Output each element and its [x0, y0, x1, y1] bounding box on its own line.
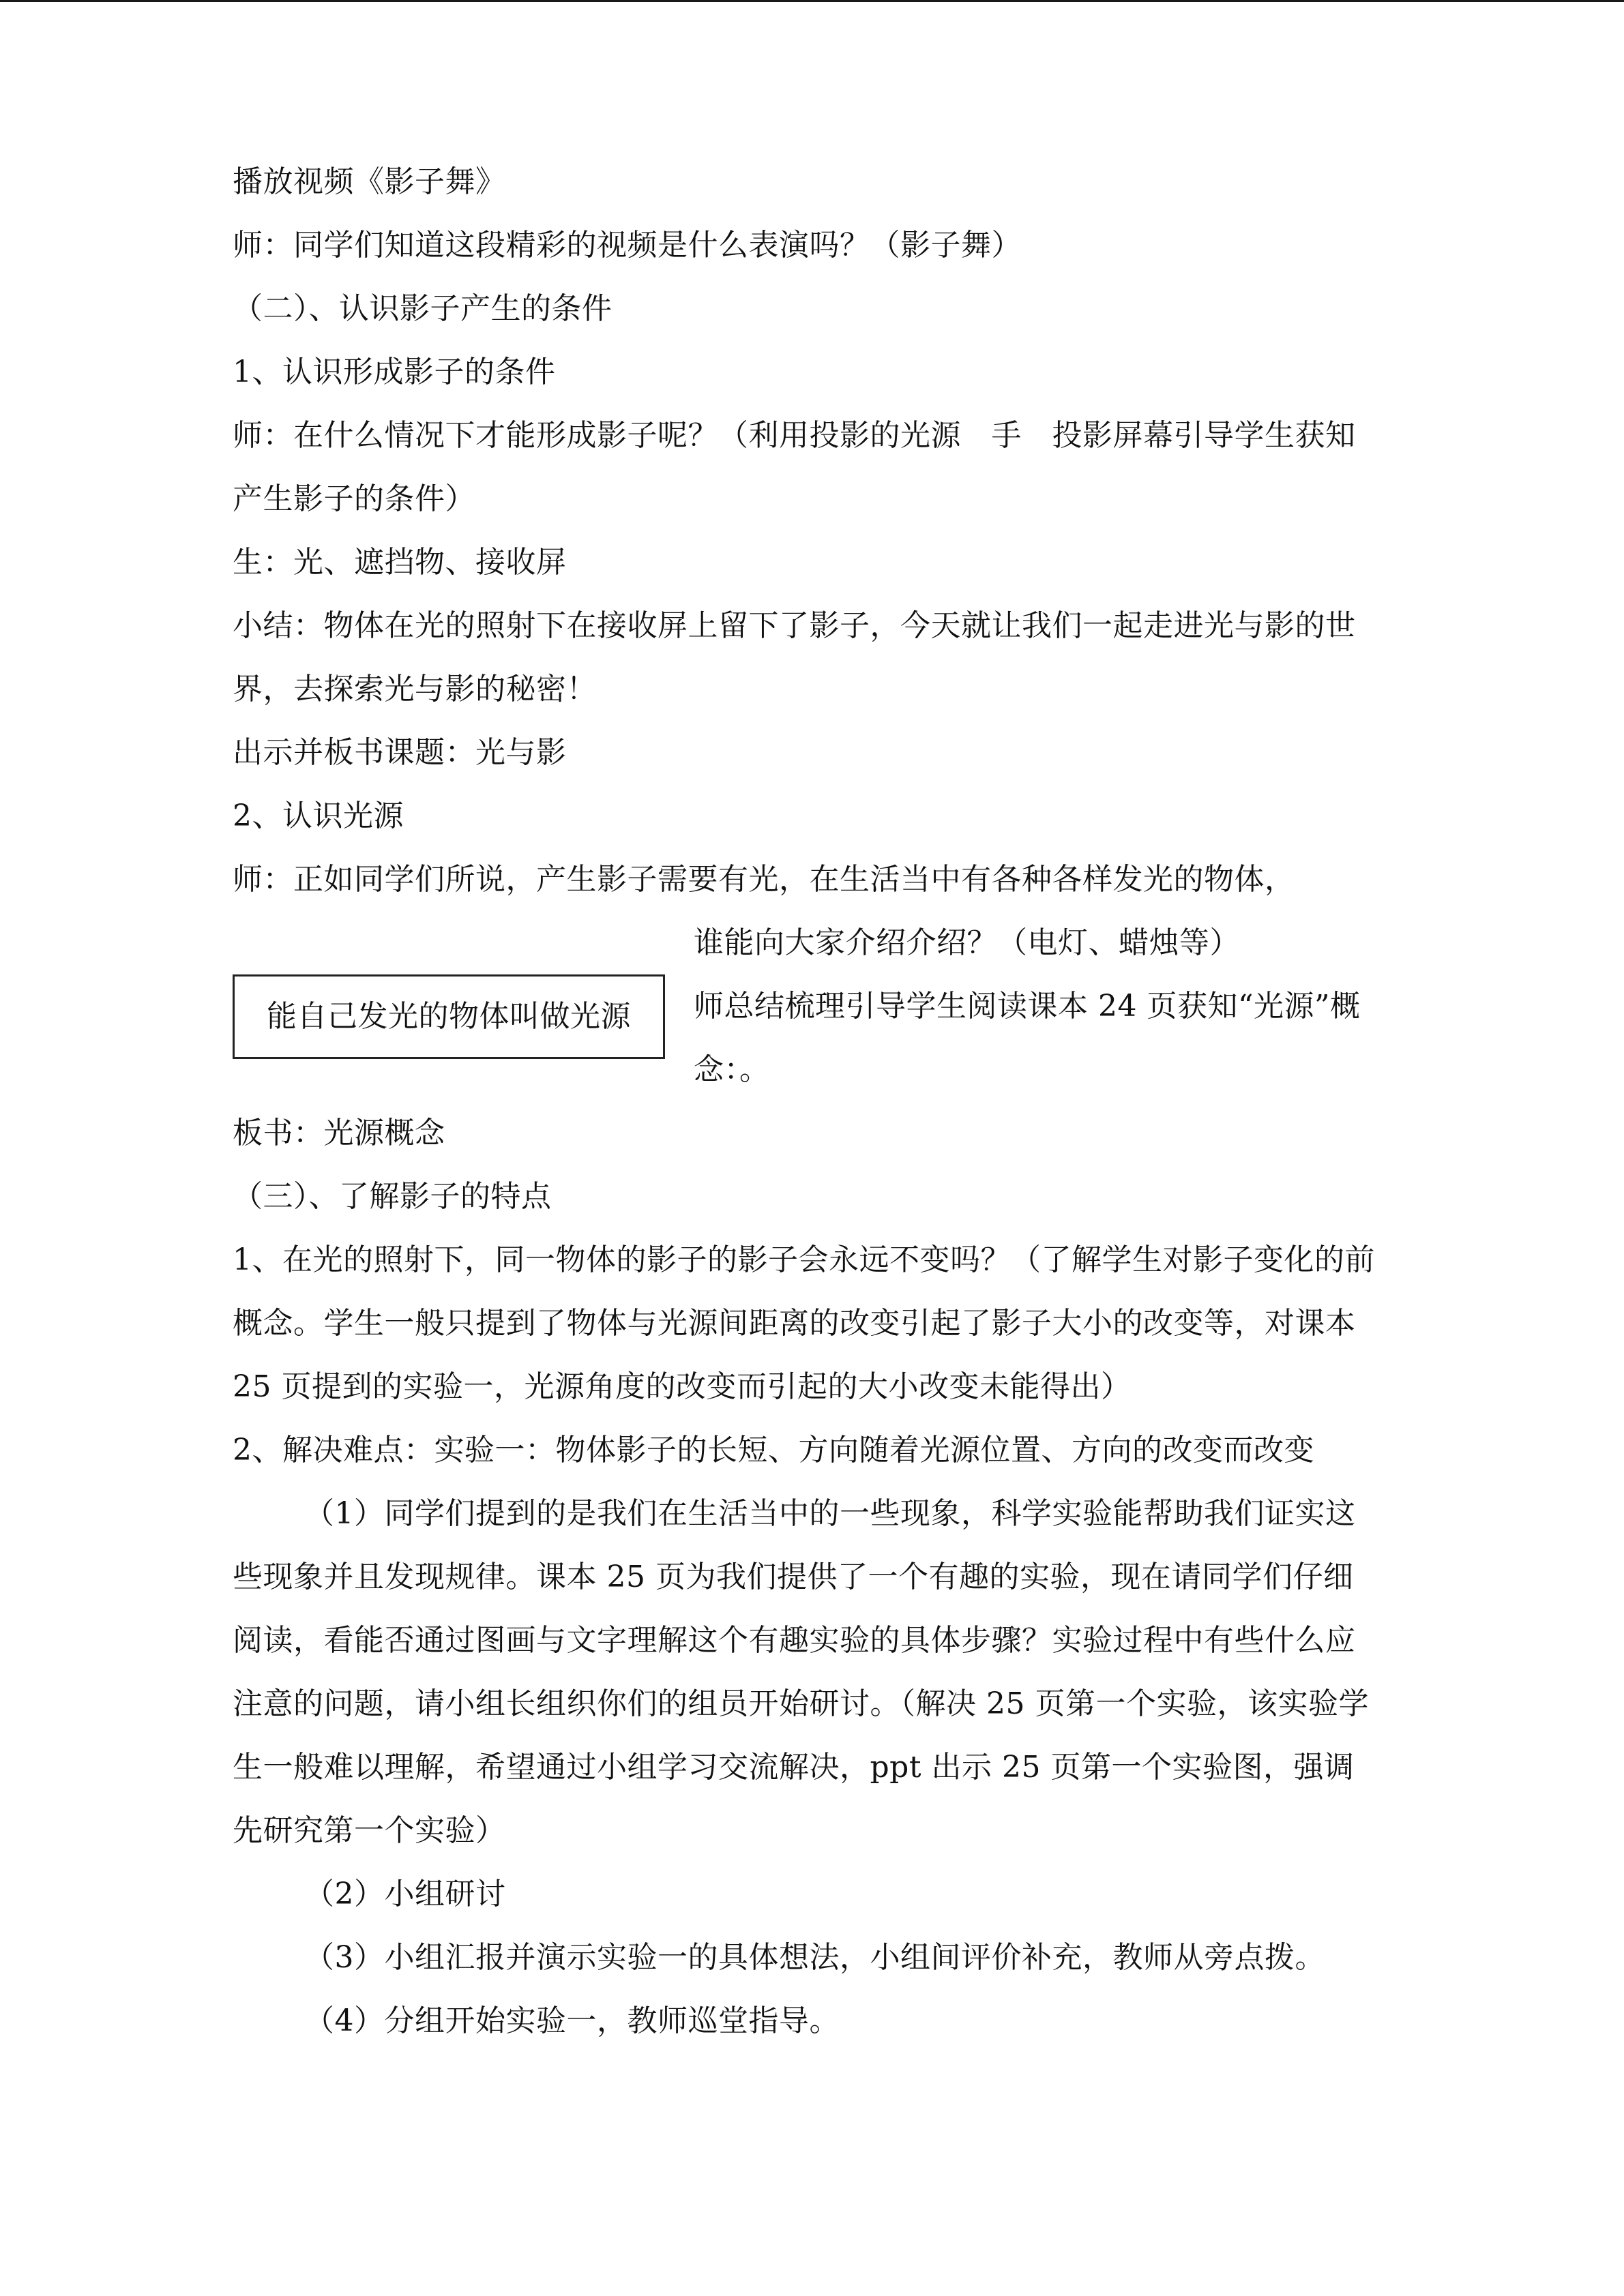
definition-text-column [694, 911, 1378, 1101]
paragraph-student-answer: 生：光、遮挡物、接收屏 [233, 545, 567, 580]
paragraph-teacher-summary: 师总结梳理引导学生阅读课本 24 页获知“光源”概念：。 [694, 989, 1361, 1087]
paragraph-shadow-change: 1、在光的照射下，同一物体的影子的影子会永远不变吗？（了解学生对影子变化的前概念。学生一般只提到了物体与光源间距离的改变引起了影子大小的改变等，对课本 25 页提到的实验一，光源角度的改变而引起的大小改变未能得出） [233, 1242, 1375, 1404]
section-heading-2: （二）、认识影子产生的条件 [233, 291, 612, 326]
paragraph-teacher-question: 师：同学们知道这段精彩的视频是什么表演吗？（影子舞） [233, 228, 1022, 263]
section-heading-3: （三）、了解影子的特点 [233, 1179, 552, 1214]
paragraph-video: 播放视频《影子舞》 [233, 164, 506, 199]
paragraph-difficulty: 2、解决难点：实验一：物体影子的长短、方向随着光源位置、方向的改变而改变 [233, 1433, 1314, 1467]
document-page [233, 150, 1378, 2053]
paragraph-light-intro: 师：正如同学们所说，产生影子需要有光，在生活当中有各种各样发光的物体， [233, 862, 1295, 897]
paragraph-step-3: （3）小组汇报并演示实验一的具体想法，小组间评价补充，教师从旁点拨。 [304, 1940, 1325, 1975]
paragraph-step-2: （2）小组研讨 [304, 1877, 506, 1911]
paragraph-summary: 小结：物体在光的照射下在接收屏上留下了影子，今天就让我们一起走进光与影的世界，去探索光与影的秘密！ [233, 608, 1356, 706]
definition-row [233, 911, 1378, 1101]
paragraph-lesson-title: 出示并板书课题：光与影 [233, 735, 567, 770]
subheading-light-source: 2、认识光源 [233, 799, 404, 833]
paragraph-conditions-question: 师：在什么情况下才能形成影子呢？（利用投影的光源 手 投影屏幕引导学生获知产生影子的条件） [233, 418, 1356, 516]
definition-box-column [233, 911, 694, 1059]
subheading-shadow-conditions: 1、认识形成影子的条件 [233, 355, 556, 389]
paragraph-step-1: （1）同学们提到的是我们在生活当中的一些现象，科学实验能帮助我们证实这些现象并且发现规律。课本 25 页为我们提供了一个有趣的实验，现在请同学们仔细阅读，看能否通过图画与文字理解这个有趣实验的具体步骤？实验过程中有些什么应注意的问题，请小组长组织你们的组员开始研讨。（解决 25 页第一个实验，该实验学生一般难以理解，希望通过小组学习交流解决，ppt 出示 25 页第一个实验图，强调先研究第一个实验） [233, 1496, 1369, 1848]
paragraph-step-4: （4）分组开始实验一，教师巡堂指导。 [304, 2003, 840, 2038]
top-border-line [0, 0, 1624, 2]
paragraph-board-concept: 板书：光源概念 [233, 1116, 445, 1150]
paragraph-introduce: 谁能向大家介绍介绍？（电灯、蜡烛等） [694, 925, 1240, 960]
definition-box: 能自己发光的物体叫做光源 [233, 974, 665, 1059]
